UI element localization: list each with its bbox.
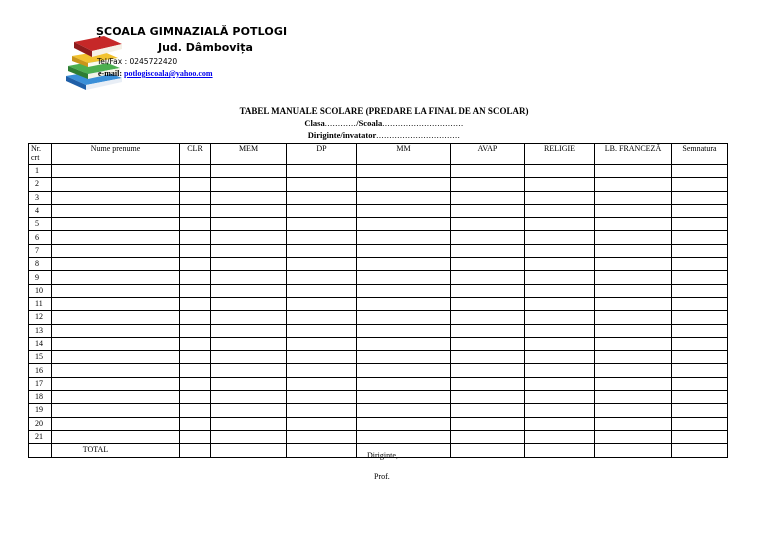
row-number: 13 — [29, 324, 52, 337]
table-cell[interactable] — [525, 417, 595, 430]
table-cell[interactable] — [52, 258, 180, 271]
table-cell[interactable] — [52, 404, 180, 417]
table-cell[interactable] — [211, 337, 287, 350]
diriginte-signature-label: Diriginte, — [367, 451, 398, 460]
table-cell[interactable] — [451, 204, 525, 217]
table-cell[interactable] — [451, 258, 525, 271]
table-cell[interactable] — [287, 218, 357, 231]
table-cell[interactable] — [525, 391, 595, 404]
total-cell[interactable] — [672, 444, 728, 457]
table-cell[interactable] — [180, 430, 211, 443]
scoala-label: /Scoala — [356, 118, 383, 128]
table-cell[interactable] — [357, 391, 451, 404]
table-cell[interactable] — [595, 284, 672, 297]
table-cell[interactable] — [595, 218, 672, 231]
table-cell[interactable] — [211, 231, 287, 244]
table-row — [29, 311, 728, 324]
table-cell[interactable] — [287, 231, 357, 244]
table-cell[interactable] — [211, 244, 287, 257]
table-cell[interactable] — [595, 271, 672, 284]
table-row — [29, 377, 728, 390]
table-cell[interactable] — [287, 364, 357, 377]
table-cell[interactable] — [52, 231, 180, 244]
table-cell[interactable] — [672, 231, 728, 244]
table-cell[interactable] — [180, 377, 211, 390]
table-cell[interactable] — [52, 364, 180, 377]
table-cell[interactable] — [525, 430, 595, 443]
header-clr: CLR — [180, 144, 211, 165]
row-number: 21 — [29, 430, 52, 443]
table-cell[interactable] — [52, 377, 180, 390]
table-cell[interactable] — [595, 351, 672, 364]
header-nr-crt: Nr. crt — [29, 144, 52, 165]
row-number: 20 — [29, 417, 52, 430]
table-cell[interactable] — [180, 165, 211, 178]
table-row — [29, 165, 728, 178]
table-cell[interactable] — [357, 377, 451, 390]
table-cell[interactable] — [211, 430, 287, 443]
table-cell[interactable] — [180, 391, 211, 404]
table-cell[interactable] — [525, 191, 595, 204]
table-cell[interactable] — [451, 244, 525, 257]
table-cell[interactable] — [525, 297, 595, 310]
table-cell[interactable] — [180, 204, 211, 217]
row-number: 14 — [29, 337, 52, 350]
county-name: Jud. Dâmbovița — [158, 41, 253, 54]
table-cell[interactable] — [287, 297, 357, 310]
table-cell[interactable] — [451, 391, 525, 404]
table-cell[interactable] — [525, 204, 595, 217]
row-number: 3 — [29, 191, 52, 204]
table-cell[interactable] — [52, 297, 180, 310]
table-cell[interactable] — [451, 311, 525, 324]
table-row — [29, 404, 728, 417]
table-cell[interactable] — [672, 417, 728, 430]
email-row — [98, 69, 213, 78]
table-cell[interactable] — [525, 218, 595, 231]
table-cell[interactable] — [52, 244, 180, 257]
table-row — [29, 364, 728, 377]
table-cell[interactable] — [211, 258, 287, 271]
table-row — [29, 430, 728, 443]
table-cell[interactable] — [357, 191, 451, 204]
table-cell[interactable] — [525, 258, 595, 271]
table-row — [29, 218, 728, 231]
table-cell[interactable] — [357, 218, 451, 231]
table-cell[interactable] — [525, 404, 595, 417]
table-cell[interactable] — [672, 351, 728, 364]
table-cell[interactable] — [357, 311, 451, 324]
table-cell[interactable] — [357, 404, 451, 417]
table-cell[interactable] — [595, 430, 672, 443]
table-cell[interactable] — [287, 284, 357, 297]
table-cell[interactable] — [595, 377, 672, 390]
table-cell[interactable] — [211, 391, 287, 404]
row-number: 15 — [29, 351, 52, 364]
table-cell[interactable] — [672, 271, 728, 284]
clasa-blank: ............ — [324, 118, 357, 128]
row-number: 11 — [29, 297, 52, 310]
table-cell[interactable] — [595, 391, 672, 404]
table-cell[interactable] — [180, 284, 211, 297]
table-cell[interactable] — [672, 204, 728, 217]
table-cell[interactable] — [451, 178, 525, 191]
table-cell[interactable] — [595, 165, 672, 178]
table-row — [29, 258, 728, 271]
row-number: 7 — [29, 244, 52, 257]
diriginte-blank: ................................ — [376, 130, 461, 140]
table-cell[interactable] — [525, 178, 595, 191]
table-cell[interactable] — [672, 191, 728, 204]
table-cell[interactable] — [525, 377, 595, 390]
table-cell[interactable] — [451, 404, 525, 417]
header-lb-franceza: LB. FRANCEZĂ — [595, 144, 672, 165]
header-religie: RELIGIE — [525, 144, 595, 165]
table-cell[interactable] — [357, 165, 451, 178]
table-cell[interactable] — [52, 204, 180, 217]
table-cell[interactable] — [451, 337, 525, 350]
teacher-line — [0, 130, 768, 140]
table-cell[interactable] — [451, 218, 525, 231]
table-cell[interactable] — [357, 178, 451, 191]
table-cell[interactable] — [595, 204, 672, 217]
table-cell[interactable] — [525, 311, 595, 324]
table-cell[interactable] — [672, 337, 728, 350]
table-cell[interactable] — [595, 324, 672, 337]
table-cell[interactable] — [180, 258, 211, 271]
table-cell[interactable] — [672, 311, 728, 324]
scoala-blank: ............................... — [382, 118, 464, 128]
row-number: 10 — [29, 284, 52, 297]
row-number: 2 — [29, 178, 52, 191]
table-cell[interactable] — [525, 284, 595, 297]
table-cell[interactable] — [595, 231, 672, 244]
table-cell[interactable] — [672, 324, 728, 337]
table-cell[interactable] — [211, 351, 287, 364]
table-cell[interactable] — [52, 391, 180, 404]
header-nume-prenume: Nume prenume — [52, 144, 180, 165]
total-cell[interactable] — [287, 444, 357, 457]
table-cell[interactable] — [211, 178, 287, 191]
table-cell[interactable] — [211, 364, 287, 377]
table-cell[interactable] — [525, 337, 595, 350]
table-cell[interactable] — [525, 271, 595, 284]
total-empty-cell — [29, 444, 52, 457]
table-cell[interactable] — [451, 417, 525, 430]
header-dp: DP — [287, 144, 357, 165]
table-row — [29, 337, 728, 350]
row-number: 8 — [29, 258, 52, 271]
table-cell[interactable] — [672, 430, 728, 443]
table-cell[interactable] — [52, 271, 180, 284]
table-cell[interactable] — [451, 231, 525, 244]
document-title: TABEL MANUALE SCOLARE (PREDARE LA FINAL DE AN SCOLAR) — [239, 106, 529, 116]
row-number: 17 — [29, 377, 52, 390]
table-cell[interactable] — [672, 297, 728, 310]
header-mem: MEM — [211, 144, 287, 165]
table-cell[interactable] — [451, 377, 525, 390]
table-cell[interactable] — [52, 417, 180, 430]
table-cell[interactable] — [180, 244, 211, 257]
table-cell[interactable] — [357, 231, 451, 244]
table-cell[interactable] — [451, 284, 525, 297]
table-cell[interactable] — [451, 271, 525, 284]
table-cell[interactable] — [357, 351, 451, 364]
table-cell[interactable] — [287, 204, 357, 217]
table-cell[interactable] — [595, 311, 672, 324]
table-cell[interactable] — [52, 337, 180, 350]
table-row — [29, 271, 728, 284]
table-cell[interactable] — [52, 191, 180, 204]
table-cell[interactable] — [595, 404, 672, 417]
row-number: 4 — [29, 204, 52, 217]
table-cell[interactable] — [595, 364, 672, 377]
table-row — [29, 244, 728, 257]
table-cell[interactable] — [52, 430, 180, 443]
table-cell[interactable] — [287, 404, 357, 417]
row-number: 1 — [29, 165, 52, 178]
table-cell[interactable] — [180, 351, 211, 364]
table-cell[interactable] — [287, 311, 357, 324]
table-row — [29, 417, 728, 430]
table-cell[interactable] — [287, 324, 357, 337]
table-cell[interactable] — [595, 244, 672, 257]
header-mm: MM — [357, 144, 451, 165]
table-cell[interactable] — [595, 258, 672, 271]
table-cell[interactable] — [672, 364, 728, 377]
table-cell[interactable] — [595, 297, 672, 310]
table-cell[interactable] — [525, 231, 595, 244]
table-row — [29, 204, 728, 217]
table-cell[interactable] — [287, 391, 357, 404]
table-cell[interactable] — [180, 324, 211, 337]
table-cell[interactable] — [211, 271, 287, 284]
table-cell[interactable] — [287, 337, 357, 350]
table-cell[interactable] — [357, 364, 451, 377]
total-label: TOTAL — [52, 444, 180, 457]
table-cell[interactable] — [357, 244, 451, 257]
table-cell[interactable] — [451, 430, 525, 443]
table-row — [29, 231, 728, 244]
table-row — [29, 297, 728, 310]
table-header-row — [29, 144, 728, 165]
table-cell[interactable] — [357, 417, 451, 430]
table-cell[interactable] — [211, 377, 287, 390]
email-link[interactable]: potlogiscoala@yahoo.com — [124, 69, 213, 78]
table-cell[interactable] — [180, 178, 211, 191]
table-cell[interactable] — [211, 284, 287, 297]
table-cell[interactable] — [672, 258, 728, 271]
table-cell[interactable] — [287, 258, 357, 271]
table-cell[interactable] — [211, 218, 287, 231]
table-cell[interactable] — [52, 178, 180, 191]
table-cell[interactable] — [672, 244, 728, 257]
table-cell[interactable] — [52, 311, 180, 324]
table-cell[interactable] — [52, 218, 180, 231]
phone-fax: Tel/Fax : 0245722420 — [97, 57, 178, 66]
table-cell[interactable] — [211, 311, 287, 324]
clasa-label: Clasa — [304, 118, 325, 128]
row-number: 18 — [29, 391, 52, 404]
table-cell[interactable] — [525, 364, 595, 377]
table-cell[interactable] — [180, 417, 211, 430]
total-cell[interactable] — [180, 444, 211, 457]
table-cell[interactable] — [180, 231, 211, 244]
prof-signature-label: Prof. — [374, 472, 390, 481]
row-number: 19 — [29, 404, 52, 417]
table-cell[interactable] — [451, 165, 525, 178]
table-row — [29, 351, 728, 364]
table-cell[interactable] — [287, 271, 357, 284]
total-cell[interactable] — [595, 444, 672, 457]
table-cell[interactable] — [525, 244, 595, 257]
table-cell[interactable] — [211, 297, 287, 310]
table-cell[interactable] — [211, 204, 287, 217]
table-cell[interactable] — [180, 271, 211, 284]
table-cell[interactable] — [357, 204, 451, 217]
table-cell[interactable] — [357, 284, 451, 297]
table-cell[interactable] — [595, 337, 672, 350]
table-cell[interactable] — [52, 351, 180, 364]
class-school-line — [0, 118, 768, 128]
total-cell[interactable] — [211, 444, 287, 457]
table-cell[interactable] — [180, 364, 211, 377]
table-cell[interactable] — [287, 417, 357, 430]
table-row — [29, 324, 728, 337]
table-cell[interactable] — [672, 391, 728, 404]
table-cell[interactable] — [595, 191, 672, 204]
table-cell[interactable] — [52, 284, 180, 297]
table-row — [29, 391, 728, 404]
header-semnatura: Semnatura — [672, 144, 728, 165]
header-avap: AVAP — [451, 144, 525, 165]
table-cell[interactable] — [672, 377, 728, 390]
table-cell[interactable] — [672, 165, 728, 178]
table-cell[interactable] — [357, 297, 451, 310]
table-cell[interactable] — [451, 191, 525, 204]
table-cell[interactable] — [211, 324, 287, 337]
table-cell[interactable] — [180, 404, 211, 417]
school-name: ȘCOALA GIMNAZIALĂ POTLOGI — [96, 25, 288, 38]
table-cell[interactable] — [287, 191, 357, 204]
table-cell[interactable] — [287, 165, 357, 178]
table-row — [29, 284, 728, 297]
table-row — [29, 178, 728, 191]
table-cell[interactable] — [451, 364, 525, 377]
table-cell[interactable] — [451, 351, 525, 364]
table-cell[interactable] — [211, 404, 287, 417]
table-cell[interactable] — [672, 404, 728, 417]
table-cell[interactable] — [180, 337, 211, 350]
table-cell[interactable] — [211, 165, 287, 178]
email-label: e-mail: — [98, 69, 122, 78]
table-row — [29, 191, 728, 204]
table-cell[interactable] — [672, 218, 728, 231]
table-cell[interactable] — [525, 324, 595, 337]
table-cell[interactable] — [211, 191, 287, 204]
table-cell[interactable] — [287, 244, 357, 257]
row-number: 9 — [29, 271, 52, 284]
table-cell[interactable] — [52, 324, 180, 337]
table-cell[interactable] — [525, 165, 595, 178]
row-number: 12 — [29, 311, 52, 324]
diriginte-label: Diriginte/invatator — [307, 130, 377, 140]
table-cell[interactable] — [357, 271, 451, 284]
table-cell[interactable] — [211, 417, 287, 430]
table-cell[interactable] — [672, 284, 728, 297]
table-cell[interactable] — [180, 218, 211, 231]
table-cell[interactable] — [52, 165, 180, 178]
table-cell[interactable] — [287, 430, 357, 443]
table-cell[interactable] — [525, 351, 595, 364]
table-cell[interactable] — [357, 324, 451, 337]
row-number: 6 — [29, 231, 52, 244]
table-cell[interactable] — [287, 377, 357, 390]
table-cell[interactable] — [357, 430, 451, 443]
table-cell[interactable] — [180, 191, 211, 204]
table-cell[interactable] — [451, 297, 525, 310]
table-cell[interactable] — [180, 297, 211, 310]
textbook-table — [28, 143, 728, 458]
table-cell[interactable] — [451, 324, 525, 337]
table-cell[interactable] — [287, 351, 357, 364]
table-cell[interactable] — [287, 178, 357, 191]
row-number: 16 — [29, 364, 52, 377]
total-cell[interactable] — [451, 444, 525, 457]
row-number: 5 — [29, 218, 52, 231]
table-cell[interactable] — [595, 178, 672, 191]
table-cell[interactable] — [595, 417, 672, 430]
table-cell[interactable] — [672, 178, 728, 191]
table-cell[interactable] — [357, 337, 451, 350]
table-cell[interactable] — [180, 311, 211, 324]
table-cell[interactable] — [357, 258, 451, 271]
total-cell[interactable] — [525, 444, 595, 457]
